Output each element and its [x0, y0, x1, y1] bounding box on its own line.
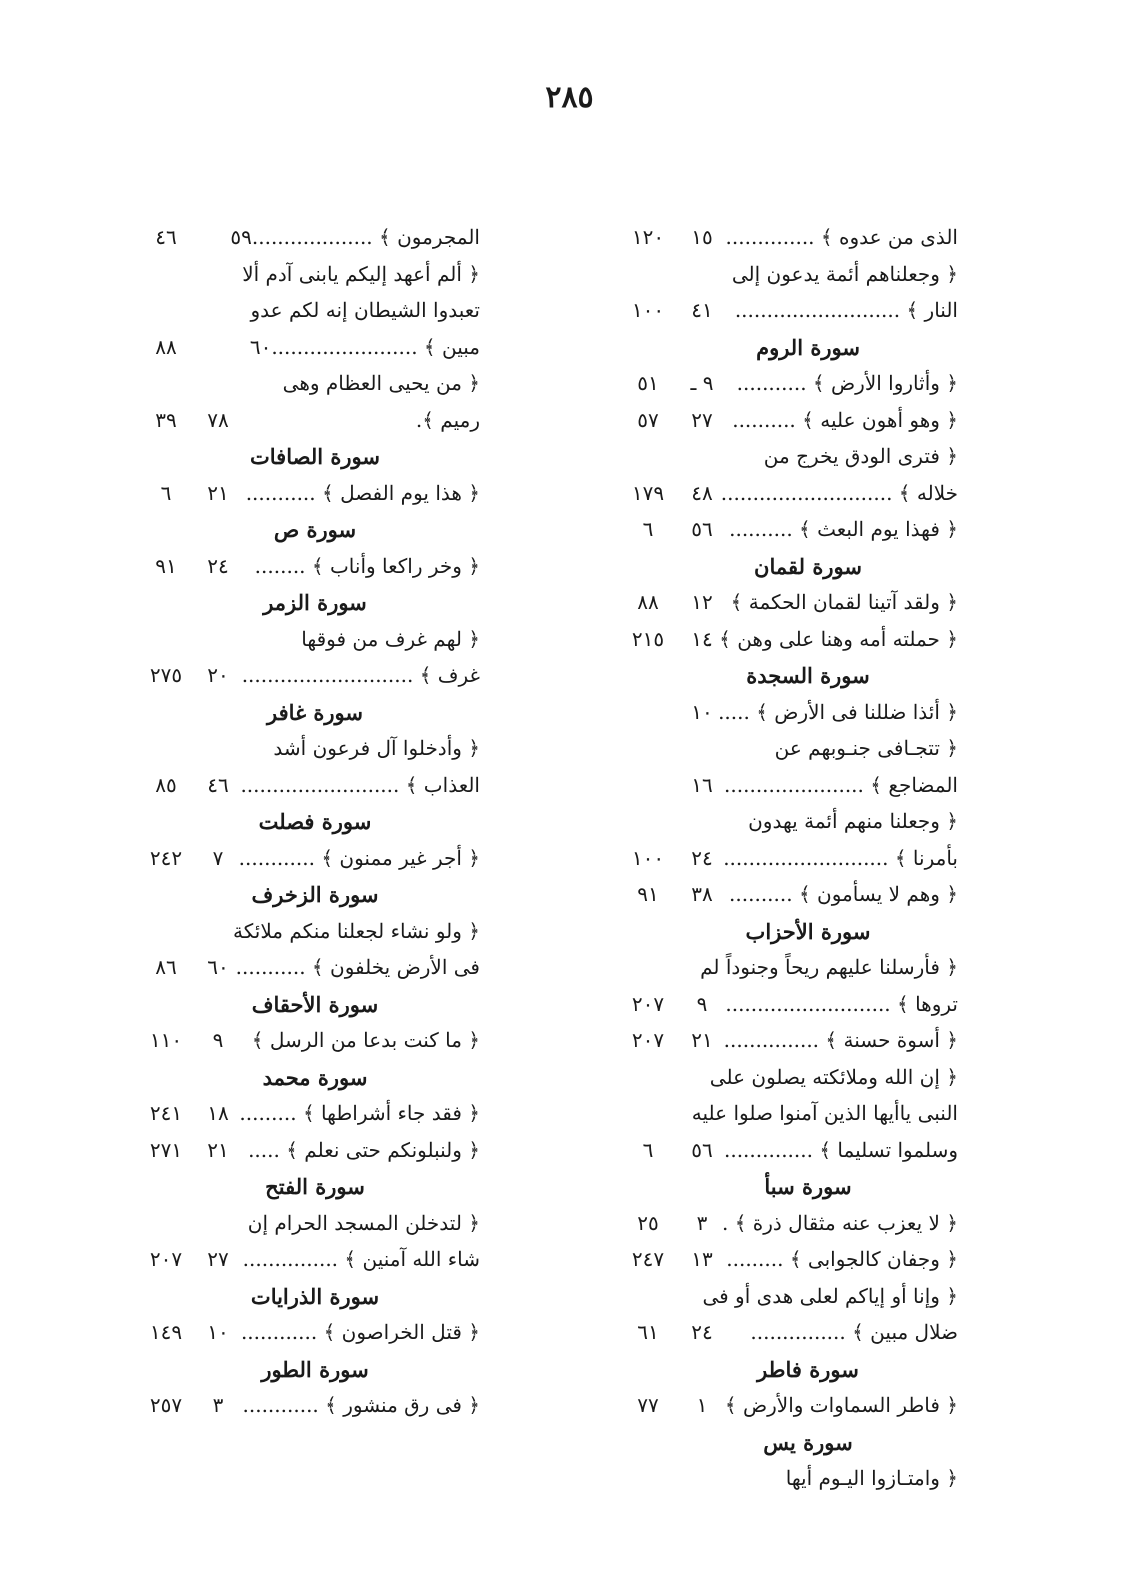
verse-text: ﴿ تتجـافى جنـوبهم عن — [774, 736, 958, 760]
verse-text: ﴿ فهذا يوم البعث ﴾ .......... — [729, 517, 958, 541]
verse-text: ﴿ وجعلناهم أئمة يدعون إلى — [731, 261, 958, 286]
verse-text: ﴿ فقد جاء أشراطها ﴾ ......... — [239, 1101, 480, 1125]
page-reference: ١٢٠ — [631, 225, 665, 249]
verse-text: ﴿ ولقد آتينا لقمان الحكمة ﴾ — [730, 590, 958, 614]
ayah-number: ٤٨ — [691, 480, 713, 505]
surah-heading: سورة فاطر — [757, 1356, 859, 1382]
page-reference: ٦ — [642, 1137, 654, 1162]
page-reference: ٥٧ — [637, 407, 659, 432]
index-column-left — [140, 220, 480, 1425]
index-entry — [618, 987, 958, 1024]
verse-text: ﴿ فاطر السماوات والأرض ﴾ — [724, 1393, 958, 1417]
index-entry — [140, 914, 480, 951]
page-reference: ٢٧٥ — [149, 663, 183, 687]
index-entry — [140, 476, 480, 513]
verse-text: النار ﴾ .......................... — [734, 298, 958, 322]
verse-text: ﴿ وجفان كالجوابى ﴾ ......... — [726, 1247, 958, 1271]
index-entry — [140, 257, 480, 294]
surah-heading: سورة محمد — [262, 1064, 368, 1090]
verse-text: ﴿ أسوة حسنة ﴾ ............... — [723, 1028, 958, 1052]
ayah-number: ١ — [696, 1393, 708, 1417]
index-entry — [140, 1206, 480, 1243]
surah-heading: سورة الأحقاف — [251, 991, 379, 1017]
index-entry — [618, 877, 958, 914]
page-reference: ٢٠٧ — [631, 1028, 665, 1052]
page-reference: ٥١ — [637, 371, 659, 395]
verse-text: بأمرنا ﴾ .......................... — [723, 845, 958, 870]
page-reference: ٧٧ — [637, 1393, 659, 1417]
index-entry — [140, 950, 480, 987]
ayah-number: ١٢ — [691, 590, 713, 614]
surah-heading: سورة الأحزاب — [745, 918, 871, 944]
verse-text: ﴿ وإنا أو إياكم لعلى هدى أو فى — [702, 1283, 958, 1308]
page-reference: ٢٠٧ — [631, 991, 665, 1016]
page-reference: ٣٩ — [155, 407, 177, 432]
index-entry — [140, 1096, 480, 1133]
index-entry — [140, 1133, 480, 1170]
verse-text: ﴿ لا يعزب عنه مثقال ذرة ﴾ . — [721, 1210, 958, 1235]
page-reference: ٨٦ — [155, 955, 177, 979]
ayah-number: ٢٧ — [207, 1247, 229, 1271]
verse-text: ﴿ ولنبلونكم حتى نعلم ﴾ ..... — [248, 1137, 480, 1162]
index-entry — [140, 841, 480, 878]
index-entry — [140, 549, 480, 586]
ayah-number: ٥٦ — [691, 1137, 713, 1162]
verse-text: رميم ﴾. — [415, 407, 480, 432]
page-reference: ٨٨ — [155, 334, 177, 359]
verse-text: النبى ياأيها الذين آمنوا صلوا عليه — [691, 1101, 958, 1125]
verse-text: شاء الله آمنين ﴾ ............... — [242, 1247, 480, 1271]
page-reference: ١٧٩ — [631, 480, 665, 505]
verse-text: ﴿ حملته أمه وهنا على وهن ﴾ . — [706, 626, 958, 651]
index-entry — [618, 220, 958, 257]
verse-text: ﴿ من يحيى العظام وهى — [282, 371, 480, 395]
ayah-number: ١٦ — [691, 772, 713, 797]
surah-heading: سورة الطور — [261, 1356, 369, 1382]
verse-text: ﴿ وامتـازوا اليـوم أيها — [785, 1466, 958, 1490]
index-entry — [618, 1206, 958, 1243]
ayah-number: ٣٨ — [691, 882, 713, 906]
index-entry — [618, 366, 958, 403]
index-entry — [618, 1096, 958, 1133]
ayah-number: ٥٦ — [691, 517, 713, 541]
index-entry — [618, 841, 958, 878]
page-reference: ١٤٩ — [149, 1320, 183, 1344]
page-reference: ٢٤٢ — [149, 845, 183, 870]
verse-text: وسلموا تسليما ﴾ .............. — [723, 1137, 958, 1162]
surah-heading: سورة ص — [273, 517, 357, 542]
verse-text: تروها ﴾ .......................... — [725, 991, 958, 1016]
index-entry — [618, 950, 958, 987]
index-entry — [140, 731, 480, 768]
index-entry — [618, 512, 958, 549]
ayah-number: ٢٤ — [207, 553, 229, 578]
ayah-number: ١٠ — [207, 1320, 229, 1344]
ayah-number: ٩ — [212, 1028, 224, 1052]
verse-text: ﴿ وأدخلوا آل فرعون أشد — [273, 736, 480, 760]
surah-heading: سورة يس — [763, 1429, 853, 1455]
ayah-number: ١٣ — [691, 1247, 713, 1271]
ayah-number: ١٨ — [207, 1101, 229, 1125]
verse-text: تعبدوا الشيطان إنه لكم عدو — [250, 298, 480, 322]
verse-text: فى الأرض يخلفون ﴾ ........... — [235, 955, 480, 979]
index-entry — [618, 293, 958, 330]
index-entry — [140, 403, 480, 440]
ayah-number: ٢٠ — [207, 663, 229, 687]
verse-text: ﴿ هذا يوم الفصل ﴾ ........... — [245, 480, 480, 505]
verse-text: المضاجع ﴾ ...................... — [724, 772, 958, 797]
ayah-number: ١٤ — [691, 626, 713, 651]
index-entry — [618, 1060, 958, 1097]
surah-heading: سورة غافر — [267, 699, 363, 725]
page-reference: ٨٨ — [637, 590, 659, 614]
index-entry — [618, 403, 958, 440]
index-entry — [140, 1388, 480, 1425]
verse-text: ﴿ فى رق منشور ﴾ ............ — [242, 1393, 480, 1417]
verse-text: ﴿ لتدخلن المسجد الحرام إن — [247, 1210, 480, 1235]
verse-text: ﴿ لهم غرف من فوقها — [301, 626, 480, 651]
verse-text: العذاب ﴾ ......................... — [240, 772, 480, 797]
verse-text: ﴿ ألم أعهد إليكم يابنى آدم ألا — [242, 261, 480, 286]
index-entry — [140, 330, 480, 367]
page-reference: ٩١ — [155, 553, 177, 578]
index-entry — [618, 1461, 958, 1498]
index-column-right — [618, 220, 958, 1498]
ayah-number: ٩ ـ — [690, 371, 714, 395]
index-entry — [618, 439, 958, 476]
index-entry — [618, 695, 958, 732]
page-reference: ٨٥ — [155, 772, 177, 797]
verse-text: ﴿ أجر غير ممنون ﴾ ............ — [238, 845, 480, 870]
verse-text: ﴿ أئذا ضللنا فى الأرض ﴾ ..... — [718, 699, 958, 724]
index-entry — [140, 622, 480, 659]
page-number: ٢٨٥ — [545, 80, 594, 115]
surah-heading: سورة السجدة — [746, 663, 870, 688]
index-entry — [618, 1279, 958, 1316]
ayah-number: ٧ — [212, 845, 224, 870]
surah-heading: سورة فصلت — [258, 809, 372, 834]
index-entry — [618, 1315, 958, 1352]
verse-text: ﴿ فأرسلنا عليهم ريحاً وجنوداً لم — [700, 955, 958, 979]
ayah-number: ٧٨ — [207, 407, 229, 432]
index-entry — [618, 476, 958, 513]
ayah-number: ٢١ — [691, 1028, 713, 1052]
verse-text: ﴿ وأثاروا الأرض ﴾ ........... — [736, 371, 958, 395]
index-entry — [140, 220, 480, 257]
verse-text: ﴿ وهم لا يسأمون ﴾ .......... — [729, 882, 958, 906]
index-entry — [618, 257, 958, 294]
ayah-number: ٩ — [696, 991, 708, 1016]
surah-heading: سورة الزخرف — [251, 882, 379, 907]
index-entry — [140, 1023, 480, 1060]
verse-text: خلاله ﴾ ........................... — [720, 480, 958, 505]
verse-text: ﴿ وجعلنا منهم أئمة يهدون — [748, 809, 958, 833]
ayah-number: ٢١ — [207, 480, 229, 505]
index-entry — [618, 804, 958, 841]
verse-text: غرف ﴾ ........................... — [241, 663, 480, 687]
ayah-number: ٣ — [696, 1210, 708, 1235]
index-entry — [140, 658, 480, 695]
surah-heading: سورة الذرايات — [250, 1283, 380, 1309]
page-reference: ٢٧١ — [149, 1137, 183, 1162]
ayah-number: ٢١ — [207, 1137, 229, 1162]
page-reference: ٢٤١ — [149, 1101, 183, 1125]
surah-heading: سورة الصافات — [250, 444, 380, 469]
page-reference: ٦ — [160, 480, 172, 505]
page-reference: ٤٦ — [155, 225, 177, 249]
index-entry — [618, 1023, 958, 1060]
page-reference: ٢٤٧ — [631, 1247, 665, 1271]
verse-text: ﴿ وخر راكعا وأناب ﴾ ........ — [254, 553, 480, 578]
ayah-number: ٢٤ — [691, 845, 713, 870]
page-reference: ٦ — [642, 517, 654, 541]
page-reference: ٢٠٧ — [149, 1247, 183, 1271]
verse-text: ﴿ ولو نشاء لجعلنا منكم ملائكة — [233, 918, 480, 943]
index-entry — [140, 1242, 480, 1279]
verse-text: مبين ﴾ .......................٦٠ — [249, 334, 480, 359]
ayah-number: ٣ — [212, 1393, 224, 1417]
surah-heading: سورة لقمان — [754, 553, 862, 579]
page-reference: ٩١ — [637, 882, 659, 906]
surah-heading: سورة سبأ — [764, 1174, 852, 1199]
verse-text: المجرمون ﴾ ...................٥٩ — [230, 225, 480, 249]
index-entry — [618, 622, 958, 659]
ayah-number: ٦٠ — [207, 955, 229, 979]
page-reference: ١٠٠ — [631, 845, 665, 870]
index-entry — [140, 1315, 480, 1352]
index-entry — [618, 1242, 958, 1279]
index-entry — [140, 768, 480, 805]
ayah-number: ٢٧ — [691, 407, 713, 432]
index-entry — [618, 1388, 958, 1425]
index-entry — [618, 1133, 958, 1170]
verse-text: ﴿ إن الله وملائكته يصلون على — [709, 1064, 958, 1089]
verse-text: ﴿ قتل الخراصون ﴾ ............ — [240, 1320, 480, 1344]
surah-heading: سورة الزمر — [263, 590, 367, 615]
verse-text: ضلال مبين ﴾ ............... — [750, 1320, 958, 1344]
index-entry — [618, 768, 958, 805]
index-entry — [618, 585, 958, 622]
verse-text: ﴿ فترى الودق يخرج من — [763, 444, 958, 468]
surah-heading: سورة الفتح — [265, 1174, 365, 1199]
verse-text: ﴿ ما كنت بدعا من الرسل ﴾ — [251, 1028, 480, 1052]
verse-text: ﴿ وهو أهون عليه ﴾ .......... — [732, 407, 958, 432]
page-reference: ٢١٥ — [631, 626, 665, 651]
ayah-number: ٤٦ — [207, 772, 229, 797]
page-reference: ٢٥٧ — [149, 1393, 183, 1417]
ayah-number: ٤١ — [691, 298, 713, 322]
index-entry — [140, 366, 480, 403]
index-entry — [140, 293, 480, 330]
page-reference: ٦١ — [637, 1320, 659, 1344]
surah-heading: سورة الروم — [756, 334, 860, 360]
verse-text: الذى من عدوه ﴾ .............. — [725, 225, 958, 249]
page-reference: ١٠٠ — [631, 298, 665, 322]
page-reference: ٢٥ — [637, 1210, 659, 1235]
ayah-number: ١٠ — [691, 699, 713, 724]
ayah-number: ١٥ — [691, 225, 713, 249]
ayah-number: ٢٤ — [691, 1320, 713, 1344]
index-entry — [618, 731, 958, 768]
page-reference: ١١٠ — [149, 1028, 183, 1052]
